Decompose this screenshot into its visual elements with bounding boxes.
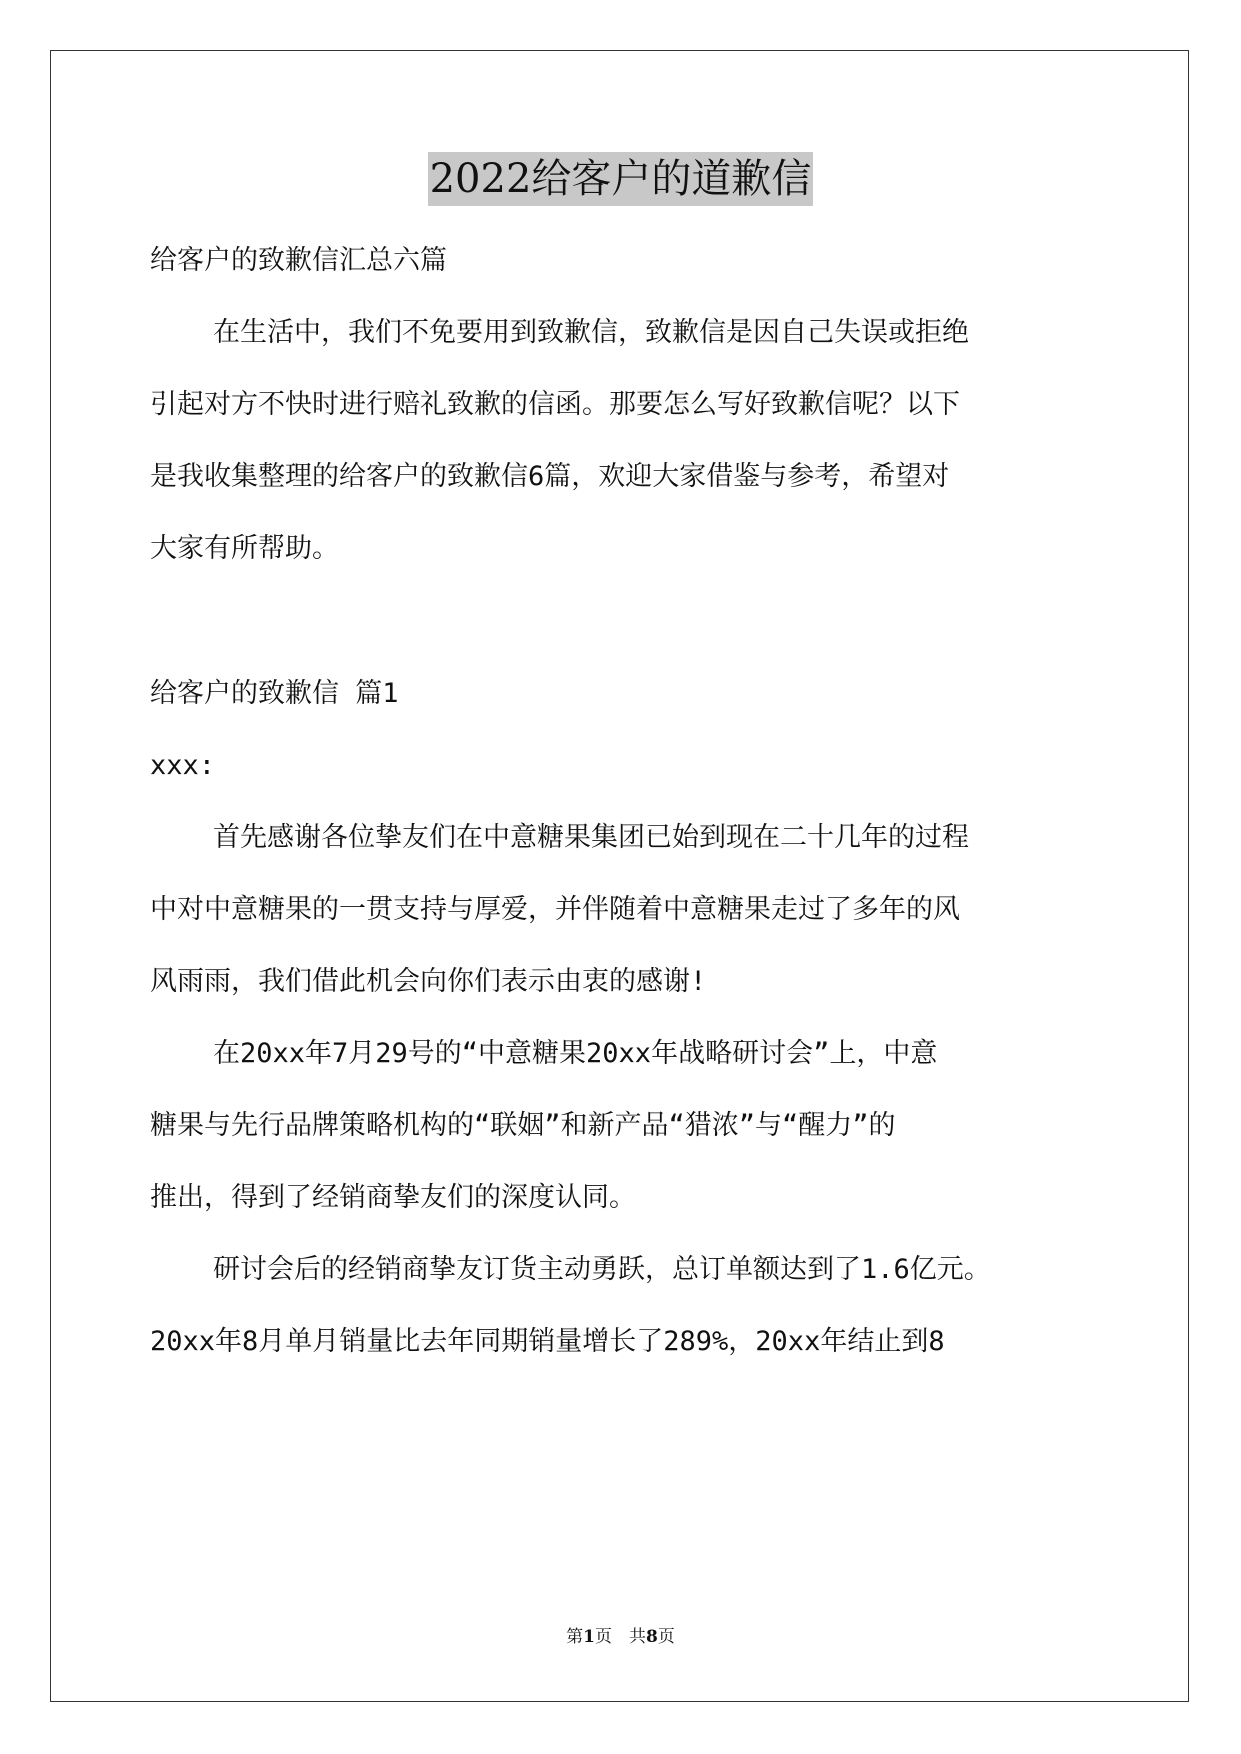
intro-line: 在生活中，我们不免要用到致歉信，致歉信是因自己失误或拒绝 (213, 317, 969, 348)
body-line: 中对中意糖果的一贯支持与厚爱，并伴随着中意糖果走过了多年的风 (150, 894, 960, 925)
page-border (50, 50, 1189, 1702)
intro-line: 是我收集整理的给客户的致歉信6篇，欢迎大家借鉴与参考，希望对 (150, 461, 950, 492)
body-line: 风雨雨，我们借此机会向你们表示由衷的感谢! (150, 966, 707, 997)
footer-page-current: 1 (583, 1627, 595, 1647)
document-title: 2022给客户的道歉信 (428, 152, 814, 206)
footer-page-prefix: 第 (566, 1627, 584, 1647)
intro-line: 引起对方不快时进行赔礼致歉的信函。那要怎么写好致歉信呢？以下 (150, 389, 960, 420)
body-line: 在20xx年7月29号的“中意糖果20xx年战略研讨会”上，中意 (213, 1038, 938, 1069)
section-heading: 给客户的致歉信 篇1 (150, 678, 399, 709)
salutation: xxx: (150, 750, 216, 781)
body-line: 研讨会后的经销商挚友订货主动勇跃，总订单额达到了1.6亿元。 (213, 1254, 991, 1285)
intro-line: 大家有所帮助。 (150, 533, 339, 564)
footer-page-total: 8 (646, 1627, 658, 1647)
footer-page-mid: 页 共 (595, 1627, 646, 1647)
document-subtitle: 给客户的致歉信汇总六篇 (150, 245, 447, 276)
body-line: 推出，得到了经销商挚友们的深度认同。 (150, 1182, 636, 1213)
body-line: 首先感谢各位挚友们在中意糖果集团已始到现在二十几年的过程 (213, 822, 969, 853)
body-line: 20xx年8月单月销量比去年同期销量增长了289%，20xx年结止到8 (150, 1326, 945, 1357)
document-title-container (0, 152, 1241, 206)
footer-page-suffix: 页 (657, 1627, 675, 1647)
body-line: 糖果与先行品牌策略机构的“联姻”和新产品“猎浓”与“醒力”的 (150, 1110, 896, 1141)
page-footer (0, 1622, 1241, 1647)
